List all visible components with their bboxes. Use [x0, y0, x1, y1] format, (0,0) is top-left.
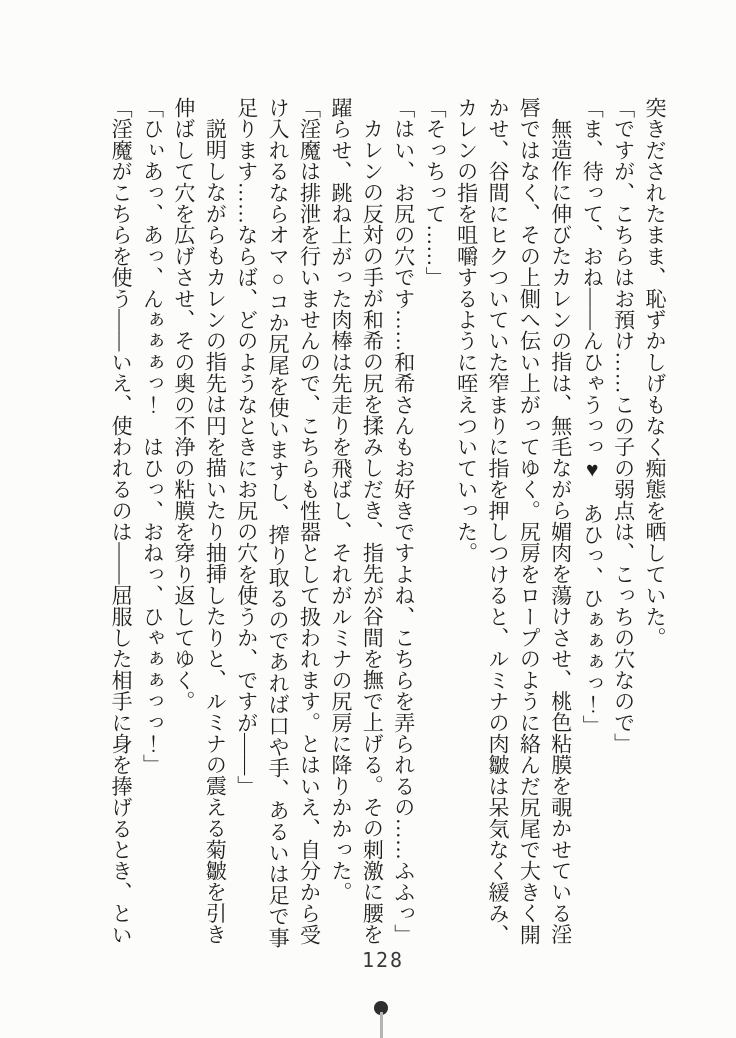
text-column: 「淫魔がこちらを使う――いえ、使われるのは――屈服した相手に身を捧げるとき、とい — [109, 97, 134, 945]
marker-line — [380, 1012, 383, 1038]
text-column: け入れるならオマ○コか尻尾を使いますし、搾り取るのであれば口や手、あるいは足で事 — [266, 97, 291, 949]
text-column: 伸ばして穴を広げさせ、その奥の不浄の粘膜を穿り返してゆく。 — [171, 97, 196, 712]
text-column: 「ですが、こちらはお預け……この子の弱点は、こっちの穴なので」 — [611, 97, 636, 755]
text-column: 「そっちって……」 — [423, 97, 448, 288]
text-column: かせ、谷間にヒクついていた窄まりに指を押しつけると、ルミナの肉皺は呆気なく緩み、 — [485, 97, 510, 945]
page-number: 128 — [361, 948, 405, 972]
text-column: 突きだされたまま、恥ずかしげもなく痴態を晒していた。 — [643, 97, 667, 649]
text-column: カレンの指を咀嚼するように咥えついていった。 — [454, 97, 479, 564]
text-column: 「ま、待って、おね――んひゃうっっ♥ あひっ、ひぁぁぁっ！」 — [580, 97, 605, 736]
text-column: 足ります……ならば、どのようなときにお尻の穴を使うか、ですが――」 — [234, 97, 259, 797]
text-column: 躍らせ、跳ね上がった肉棒は先走りを飛ばし、それがルミナの尻房に降りかかった。 — [328, 97, 353, 903]
text-column: 説明しながらもカレンの指先は円を描いたり抽挿したりと、ルミナの震える菊皺を引き — [203, 118, 228, 945]
text-column: カレンの反対の手が和希の尻を揉みしだき、指先が谷間を撫で上げる。その刺激に腰を — [360, 118, 385, 945]
vertical-text-block — [105, 97, 670, 949]
text-column: 唇ではなく、その上側へ伝い上がってゆく。尻房をロープのように絡んだ尻尾で大きく開 — [517, 97, 542, 946]
text-column: 「淫魔は排泄を行いませんので、こちらも性器として扱われます。とはいえ、自分から受 — [297, 97, 322, 945]
text-column: 無造作に伸びたカレンの指は、無毛ながら媚肉を蕩けさせ、桃色粘膜を覗かせている淫 — [548, 118, 573, 945]
text-column: 「ひぃあっ、あっ、んぁぁぁっ！ はひっ、おねっ、ひゃぁぁっっ！」 — [140, 97, 165, 776]
text-column: 「はい、お尻の穴です……和希さんもお好きですよね、こちらを弄られるの……ふふっ」 — [391, 97, 416, 945]
